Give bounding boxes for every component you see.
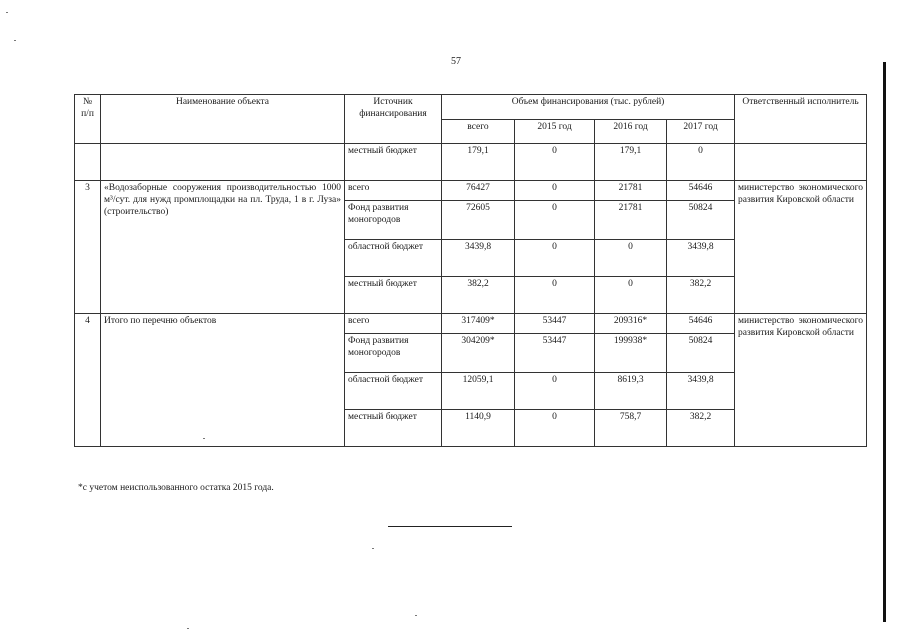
row-2017: 50824 xyxy=(667,334,735,373)
row-total: 76427 xyxy=(442,181,515,201)
row-2015: 0 xyxy=(515,144,595,181)
row-2016: 0 xyxy=(595,277,667,314)
header-source: Источник финансирования xyxy=(345,95,442,144)
row-2016: 179,1 xyxy=(595,144,667,181)
row-total: 12059,1 xyxy=(442,373,515,410)
row-2017: 54646 xyxy=(667,181,735,201)
header-2015: 2015 год xyxy=(515,120,595,144)
object-4-name: Итого по перечню объектов xyxy=(101,314,345,447)
row-2016: 199938* xyxy=(595,334,667,373)
row-2015: 53447 xyxy=(515,334,595,373)
table-row xyxy=(75,181,867,201)
header-volume: Объем финансирования (тыс. рублей) xyxy=(442,95,735,120)
row-2015: 0 xyxy=(515,410,595,447)
row-total: 3439,8 xyxy=(442,240,515,277)
row-2016: 8619,3 xyxy=(595,373,667,410)
row-source: местный бюджет xyxy=(345,144,442,181)
row-2016: 21781 xyxy=(595,201,667,240)
row-2015: 0 xyxy=(515,240,595,277)
header-total: всего xyxy=(442,120,515,144)
row-num-empty xyxy=(75,144,101,181)
object-4-executor: министерство экономического развития Кировской области xyxy=(735,314,867,447)
header-object-name: Наименование объекта xyxy=(101,95,345,144)
scan-speck xyxy=(203,438,205,439)
scan-speck xyxy=(415,615,417,616)
row-2017: 382,2 xyxy=(667,277,735,314)
object-3-name: «Водозаборные сооружения производительностью 1000 м³/сут. для нужд промплощадки на пл. Труда, 1 в г. Луза» (строительство) xyxy=(101,181,345,314)
separator-line xyxy=(388,526,512,527)
financing-table xyxy=(74,94,867,447)
row-total: 179,1 xyxy=(442,144,515,181)
row-source: Фонд развития моногородов xyxy=(345,334,442,373)
page-number: 57 xyxy=(451,56,461,67)
header-2017: 2017 год xyxy=(667,120,735,144)
header-2016: 2016 год xyxy=(595,120,667,144)
row-2016: 21781 xyxy=(595,181,667,201)
row-2017: 3439,8 xyxy=(667,240,735,277)
row-2015: 53447 xyxy=(515,314,595,334)
scan-speck xyxy=(372,548,374,549)
row-source: всего xyxy=(345,181,442,201)
header-executor: Ответственный исполнитель xyxy=(735,95,867,144)
row-source: Фонд развития моногородов xyxy=(345,201,442,240)
table-row xyxy=(75,144,867,181)
row-total: 382,2 xyxy=(442,277,515,314)
row-source: областной бюджет xyxy=(345,240,442,277)
row-total: 317409* xyxy=(442,314,515,334)
row-source: всего xyxy=(345,314,442,334)
scan-speck xyxy=(14,40,16,41)
object-3-executor: министерство экономического развития Кировской области xyxy=(735,181,867,314)
scan-speck xyxy=(187,628,189,629)
row-total: 1140,9 xyxy=(442,410,515,447)
row-2015: 0 xyxy=(515,373,595,410)
header-row-1 xyxy=(75,95,867,120)
scan-edge-bar xyxy=(883,62,886,622)
row-2017: 0 xyxy=(667,144,735,181)
row-source: областной бюджет xyxy=(345,373,442,410)
row-2015: 0 xyxy=(515,201,595,240)
row-2015: 0 xyxy=(515,181,595,201)
row-2017: 382,2 xyxy=(667,410,735,447)
row-2016: 758,7 xyxy=(595,410,667,447)
scan-speck xyxy=(6,12,8,13)
object-3-num: 3 xyxy=(75,181,101,314)
table-row xyxy=(75,314,867,334)
row-executor-empty xyxy=(735,144,867,181)
row-2017: 54646 xyxy=(667,314,735,334)
row-total: 72605 xyxy=(442,201,515,240)
object-4-num: 4 xyxy=(75,314,101,447)
row-source: местный бюджет xyxy=(345,277,442,314)
row-2016: 0 xyxy=(595,240,667,277)
row-2017: 50824 xyxy=(667,201,735,240)
row-total: 304209* xyxy=(442,334,515,373)
footnote: *с учетом неиспользованного остатка 2015 года. xyxy=(78,483,274,493)
row-2017: 3439,8 xyxy=(667,373,735,410)
row-source: местный бюджет xyxy=(345,410,442,447)
row-2016: 209316* xyxy=(595,314,667,334)
row-name-empty xyxy=(101,144,345,181)
header-num: № п/п xyxy=(75,95,101,144)
row-2015: 0 xyxy=(515,277,595,314)
